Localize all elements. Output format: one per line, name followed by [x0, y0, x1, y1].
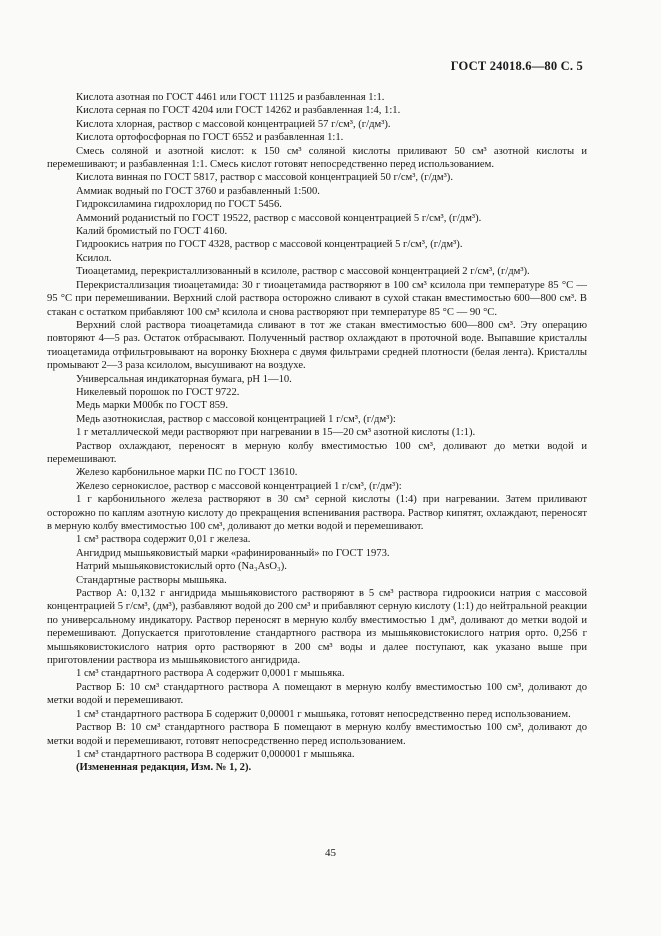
paragraph: Медь азотнокислая, раствор с массовой концентрацией 1 г/см³, (г/дм³): — [76, 413, 396, 425]
paragraph: Калий бромистый по ГОСТ 4160. — [76, 226, 228, 238]
paragraph: Гидроксиламина гидрохлорид по ГОСТ 5456. — [76, 199, 282, 211]
amendment-note: (Измененная редакция, Изм. № 1, 2). — [76, 762, 252, 774]
paragraph: Перекристаллизация тиоацетамида: 30 г тиоацетамида растворяют в 100 см³ ксилола при температуре 85 °С — 95 °С при перемешивании. Верхний слой раствора осторожно сливают в сухой стакан вместимостью 600—800 см³. В стакан с остатком прибавляют 100 см³ ксилола и снова растворяют при температуре 85 °С — 90 °С. — [47, 279, 587, 318]
paragraph: Медь марки М00бк по ГОСТ 859. — [76, 400, 228, 412]
document-body — [47, 91, 587, 775]
paragraph: 1 г карбонильного железа растворяют в 30 см³ серной кислоты (1:4) при нагревании. Затем приливают осторожно по каплям азотную кислоту до прекращения вспенивания раствора. Раствор кипятят, охлаждают, переносят в мерную колбу вместимостью 100 см³, доливают до метки водой и перемешивают. — [47, 494, 587, 532]
paragraph: Стандартные растворы мышьяка. — [76, 574, 227, 586]
paragraph: Тиоацетамид, перекристаллизованный в ксилоле, раствор с массовой концентрацией 2 г/см³, (г/дм³). — [76, 266, 530, 278]
paragraph: Раствор охлаждают, переносят в мерную колбу вместимостью 100 см³, доливают до метки водой и перемешивают. — [47, 440, 587, 465]
paragraph: Кислота азотная по ГОСТ 4461 или ГОСТ 11125 и разбавленная 1:1. — [76, 92, 385, 103]
paragraph: Кислота винная по ГОСТ 5817, раствор с массовой концентрацией 50 г/см³, (г/дм³). — [76, 172, 453, 184]
paragraph: Кислота серная по ГОСТ 4204 или ГОСТ 14262 и разбавленная 1:4, 1:1. — [76, 105, 401, 117]
paragraph: Кислота хлорная, раствор с массовой концентрацией 57 г/см³, (г/дм³). — [76, 118, 391, 130]
paragraph: 1 см³ стандартного раствора В содержит 0,000001 г мышьяка. — [76, 748, 355, 760]
page-header: ГОСТ 24018.6—80 С. 5 — [450, 59, 583, 73]
page-number: 45 — [325, 847, 336, 859]
paragraph: Аммиак водный по ГОСТ 3760 и разбавленный 1:500. — [76, 185, 320, 197]
paragraph: Железо сернокислое, раствор с массовой концентрацией 1 г/см³, (г/дм³): — [76, 480, 402, 492]
paragraph: Верхний слой раствора тиоацетамида сливают в тот же стакан вместимостью 600—800 см³. Эту операцию повторяют 4—5 раз. Остаток отбрасывают. Полученный раствор охлаждают в проточной воде. Выпавшие кристаллы тиоацетамида отфильтровывают на воронку Бюхнера с двумя фильтрами средней плотности (белая лента). Кристаллы промывают 2—3 раза ксилолом, высушивают на воздухе. — [47, 319, 587, 372]
paragraph: Натрий мышьяковистокислый орто (Na₃AsO₃). — [76, 561, 287, 573]
paragraph: Раствор А: 0,132 г ангидрида мышьяковистого растворяют в 5 см³ раствора гидроокиси натрия с массовой концентрацией 5 г/см³, (дм³), разбавляют водой до 200 см³ и прибавляют серную кислоту (1:1) до нейтральной реакции по универсальному индикатору. Раствор переносят в мерную колбу вместимостью 1 дм³, доливают до метки водой и перемешивают. Допускается приготовление стандартного раствора из мышьяковистокислого натрия орто. 0,256 г мышьяковистокислого натрия орто растворяют в 200 см³ воды и далее поступают, как указано выше при приготовлении раствора из мышьяковистого ангидрида. — [47, 588, 587, 667]
paragraph: Раствор Б: 10 см³ стандартного раствора А помещают в мерную колбу вместимостью 100 см³, доливают до метки водой и перемешивают. — [47, 681, 587, 707]
paragraph: Универсальная индикаторная бумага, pH 1—10. — [76, 373, 292, 385]
paragraph: Ангидрид мышьяковистый марки «рафинированный» по ГОСТ 1973. — [76, 547, 390, 559]
paragraph: 1 см³ стандартного раствора Б содержит 0,00001 г мышьяка, готовят непосредственно перед использованием. — [76, 708, 571, 720]
paragraph: 1 см³ стандартного раствора А содержит 0,0001 г мышьяка. — [76, 668, 345, 680]
paragraph: Никелевый порошок по ГОСТ 9722. — [76, 386, 240, 398]
paragraph: Смесь соляной и азотной кислот: к 150 см³ соляной кислоты приливают 50 см³ азотной кислоты и перемешивают; и разбавленная 1:1. Смесь кислот готовят непосредственно перед использованием. — [47, 145, 587, 171]
paragraph: Аммоний роданистый по ГОСТ 19522, раствор с массовой концентрацией 5 г/см³, (г/дм³). — [76, 212, 482, 224]
paragraph: Кислота ортофосфорная по ГОСТ 6552 и разбавленная 1:1. — [76, 132, 344, 144]
paragraph: Гидроокись натрия по ГОСТ 4328, раствор с массовой концентрацией 5 г/см³, (г/дм³). — [76, 239, 463, 251]
paragraph: Ксилол. — [76, 252, 112, 264]
paragraph: Раствор В: 10 см³ стандартного раствора Б помещают в мерную колбу вместимостью 100 см³, доливают до метки водой и перемешивают, готовят непосредственно перед использованием. — [47, 722, 587, 747]
paragraph: Железо карбонильное марки ПС по ГОСТ 13610. — [76, 467, 298, 479]
paragraph: 1 см³ раствора содержит 0,01 г железа. — [76, 534, 251, 546]
paragraph: 1 г металлической меди растворяют при нагревании в 15—20 см³ азотной кислоты (1:1). — [76, 427, 476, 439]
